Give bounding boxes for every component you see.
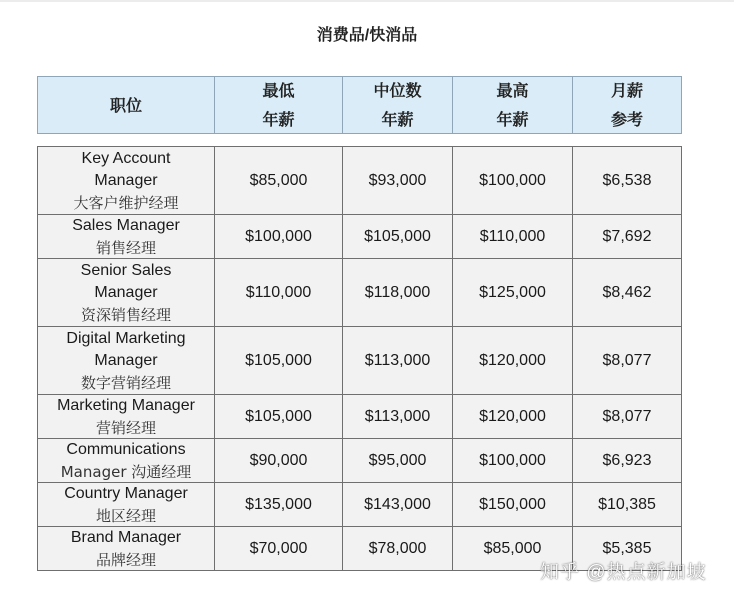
role-cn-line: 大客户维护经理 — [73, 193, 179, 212]
role-cell — [38, 527, 215, 570]
header-median-line2: 年薪 — [381, 110, 414, 129]
role-cell — [38, 147, 215, 214]
max-salary-cell: $120,000 — [453, 395, 573, 438]
median-salary-cell: $78,000 — [343, 527, 453, 570]
table-row — [38, 327, 681, 395]
header-median-line1: 中位数 — [373, 81, 422, 100]
header-monthly-salary — [573, 77, 681, 133]
role-cn-line: 营销经理 — [95, 418, 156, 437]
table-row — [38, 483, 681, 527]
table-row — [38, 259, 681, 327]
table-row — [38, 147, 681, 215]
salary-table-body — [37, 146, 682, 571]
header-min-salary — [215, 77, 343, 133]
median-salary-cell: $113,000 — [343, 327, 453, 394]
role-en-line: Brand Manager — [70, 528, 182, 546]
min-salary-cell: $105,000 — [215, 327, 343, 394]
max-salary-cell: $120,000 — [453, 327, 573, 394]
header-monthly-line1: 月薪 — [610, 81, 643, 100]
role-cn-line: 品牌经理 — [95, 550, 156, 569]
monthly-salary-cell: $7,692 — [602, 227, 652, 245]
role-cell — [38, 395, 215, 438]
header-median-salary — [343, 77, 453, 133]
median-salary-cell: $105,000 — [343, 215, 453, 258]
monthly-salary-cell: $5,385 — [602, 539, 652, 557]
role-en-line: Country Manager — [64, 484, 188, 502]
header-max-line1: 最高 — [496, 81, 529, 100]
monthly-salary-cell: $8,077 — [602, 407, 652, 425]
header-role-label: 职位 — [109, 95, 142, 115]
median-salary-cell: $95,000 — [343, 439, 453, 482]
max-salary-cell: $125,000 — [453, 259, 573, 326]
min-salary-cell: $85,000 — [215, 147, 343, 214]
max-salary-cell: $150,000 — [453, 483, 573, 526]
role-cn-line: 地区经理 — [95, 506, 156, 525]
median-salary-cell: $113,000 — [343, 395, 453, 438]
role-cn-line: 资深销售经理 — [80, 305, 171, 324]
monthly-salary-cell: $10,385 — [598, 495, 656, 513]
role-cell — [38, 439, 215, 482]
median-salary-cell: $93,000 — [343, 147, 453, 214]
min-salary-cell: $135,000 — [215, 483, 343, 526]
min-salary-cell: $105,000 — [215, 395, 343, 438]
role-en-line: Communications — [66, 440, 186, 458]
role-cell — [38, 483, 215, 526]
header-min-line2: 年薪 — [262, 110, 295, 129]
min-salary-cell: $70,000 — [215, 527, 343, 570]
role-cn-line: 销售经理 — [95, 238, 156, 257]
role-en-line: Manager — [94, 351, 158, 369]
min-salary-cell: $100,000 — [215, 215, 343, 258]
role-en-line: Digital Marketing — [66, 329, 186, 347]
monthly-salary-cell: $6,538 — [602, 171, 652, 189]
role-cell — [38, 327, 215, 394]
median-salary-cell: $118,000 — [343, 259, 453, 326]
table-row — [38, 395, 681, 439]
header-role — [38, 77, 215, 133]
role-cell — [38, 259, 215, 326]
header-max-line2: 年薪 — [496, 110, 529, 129]
table-header — [37, 76, 682, 134]
table-row — [38, 215, 681, 259]
role-en-line: Manager — [94, 283, 158, 301]
role-en-line: Sales Manager — [72, 216, 180, 234]
role-en-line: Marketing Manager — [57, 396, 195, 414]
monthly-salary-cell: $8,462 — [602, 283, 652, 301]
role-en-line: Key Account — [81, 149, 171, 167]
median-salary-cell: $143,000 — [343, 483, 453, 526]
monthly-salary-cell: $8,077 — [602, 351, 652, 369]
role-en-line: Manager — [94, 171, 158, 189]
monthly-salary-cell: $6,923 — [602, 451, 652, 469]
min-salary-cell: $110,000 — [215, 259, 343, 326]
max-salary-cell: $85,000 — [453, 527, 573, 570]
max-salary-cell: $110,000 — [453, 215, 573, 258]
role-cn-line: Manager 沟通经理 — [60, 462, 192, 481]
table-row — [38, 439, 681, 483]
watermark: 知乎 @热点新加坡 — [540, 562, 707, 583]
min-salary-cell: $90,000 — [215, 439, 343, 482]
role-cell — [38, 215, 215, 258]
header-min-line1: 最低 — [262, 81, 295, 100]
max-salary-cell: $100,000 — [453, 147, 573, 214]
top-divider — [0, 0, 734, 2]
header-monthly-line2: 参考 — [610, 110, 643, 129]
max-salary-cell: $100,000 — [453, 439, 573, 482]
role-cn-line: 数字营销经理 — [80, 373, 171, 392]
role-en-line: Senior Sales — [80, 261, 172, 279]
page-title: 消费品/快消品 — [316, 27, 418, 44]
header-max-salary — [453, 77, 573, 133]
